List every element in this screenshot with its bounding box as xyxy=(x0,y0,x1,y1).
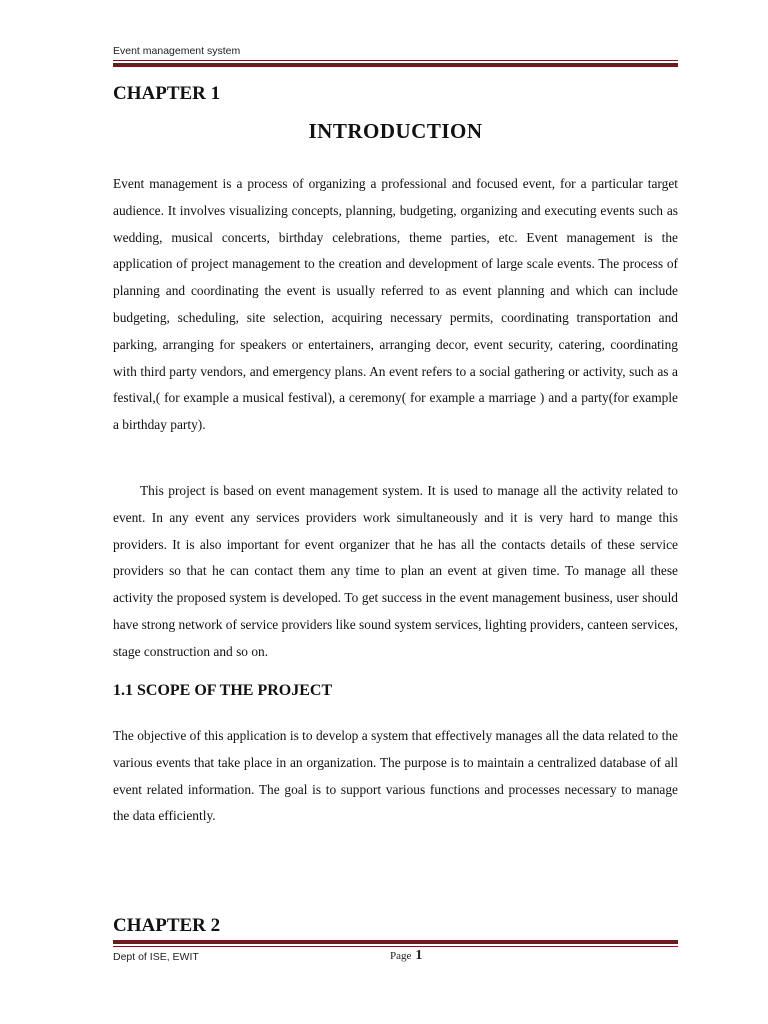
footer-rule-thick-line xyxy=(113,940,678,944)
introduction-heading: INTRODUCTION xyxy=(308,119,483,143)
footer-page-indicator xyxy=(390,948,422,964)
chapter-2-label: CHAPTER 2 xyxy=(113,915,221,936)
intro-paragraph-2: This project is based on event management system. It is used to manage all the activity related to event. In any event any services providers work simultaneously and it is very hard to mange this providers. It is also important for event organizer that he has all the contacts details of these service providers so that he can contact them any time to plan an event at given time. To manage all these activity the proposed system is developed. To get success in the event management business, user should have strong network of service providers like sound system services, lighting providers, canteen services, stage construction and so on. xyxy=(113,483,678,659)
footer-rule-thin-line xyxy=(113,946,678,947)
header-rule-thick-line xyxy=(113,63,678,67)
scope-paragraph: The objective of this application is to develop a system that effectively manages all the data related to the various events that take place in an organization. The purpose is to maintain a centralized database of all event related information. The goal is to support various functions and processes necessary to manage the data efficiently. xyxy=(113,728,678,824)
scope-section-heading: 1.1 SCOPE OF THE PROJECT xyxy=(113,682,333,699)
chapter-1-label: CHAPTER 1 xyxy=(113,83,221,104)
footer-page-number: 1 xyxy=(415,948,423,963)
footer-rule xyxy=(113,940,678,947)
intro-paragraph-1: Event management is a process of organizing a professional and focused event, for a particular target audience. It involves visualizing concepts, planning, budgeting, organizing and executing events such as wedding, musical concerts, birthday celebrations, theme parties, etc. Event management is the application of project management to the creation and development of large scale events. The process of planning and coordinating the event is usually referred to as event planning and which can include budgeting, scheduling, site selection, acquiring necessary permits, coordinating transportation and parking, arranging for speakers or entertainers, arranging decor, event security, catering, coordinating with third party vendors, and emergency plans. An event refers to a social gathering or activity, such as a festival,( for example a musical festival), a ceremony( for example a marriage ) and a party(for example a birthday party). xyxy=(113,176,678,433)
footer-department: Dept of ISE, EWIT xyxy=(113,951,199,963)
header-rule-thin-line xyxy=(113,60,678,61)
header-rule xyxy=(113,60,678,67)
footer-page-label: Page xyxy=(390,950,412,962)
running-header-title: Event management system xyxy=(113,45,241,57)
